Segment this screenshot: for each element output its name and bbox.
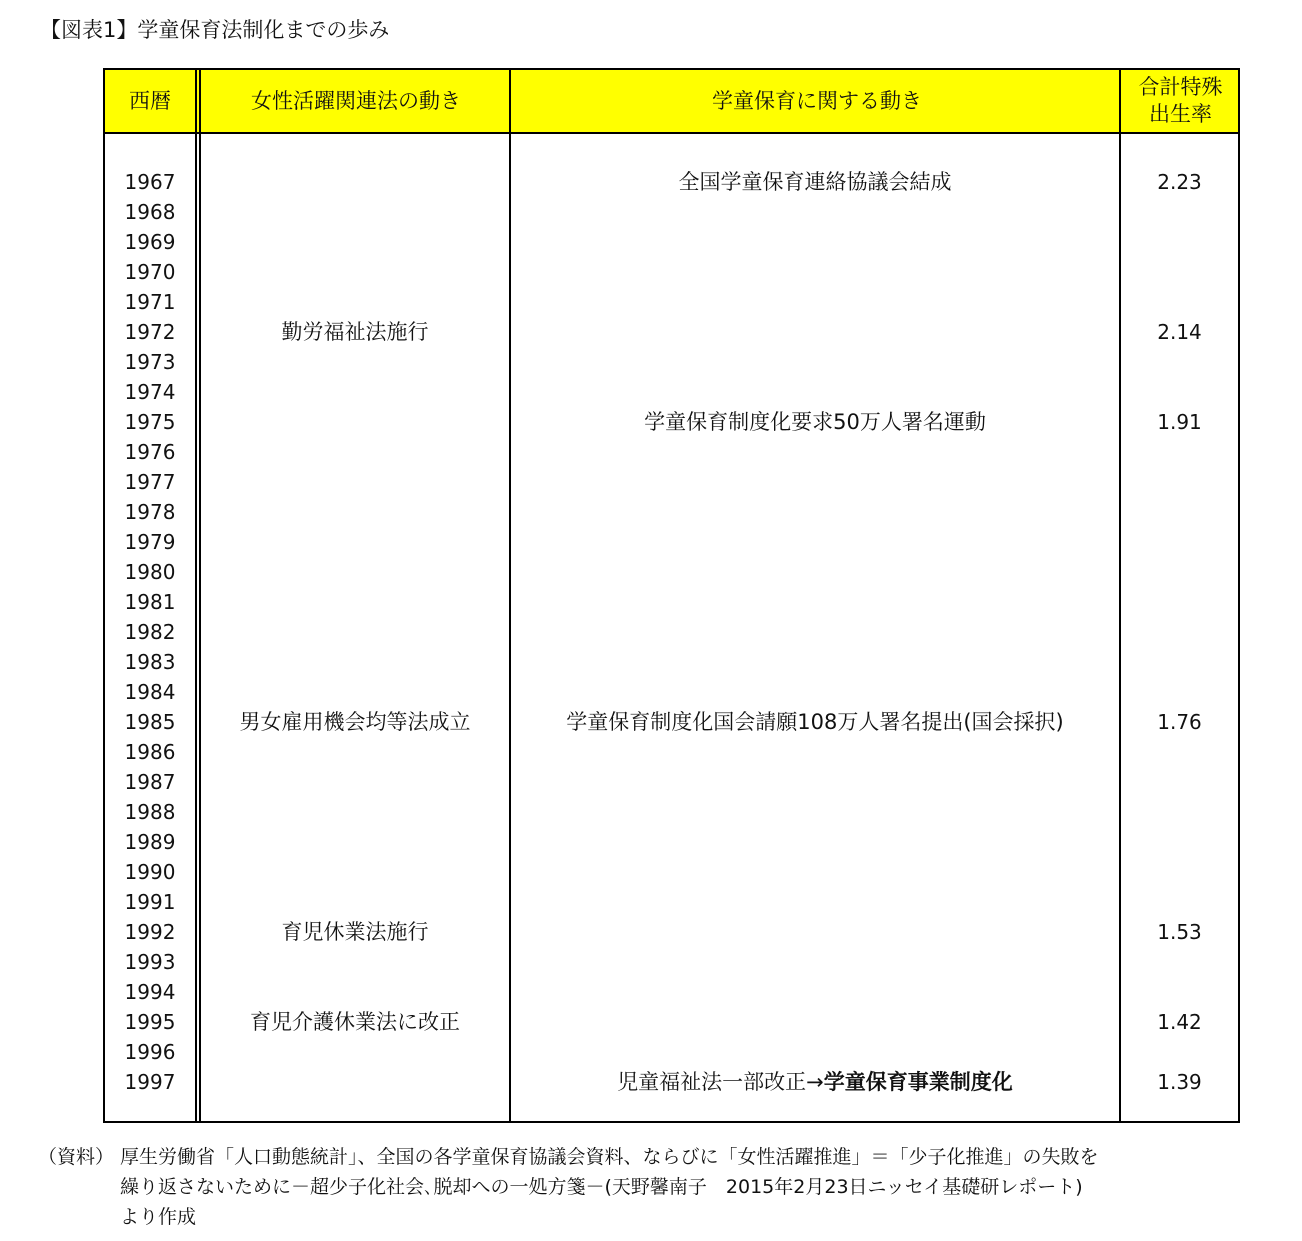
women-law-event: 育児休業法施行 (281, 920, 429, 944)
year-cell: 1984 (124, 680, 176, 704)
year-cell: 1971 (124, 290, 176, 314)
tfr-value: 2.14 (1157, 320, 1202, 344)
tfr-value: 1.91 (1157, 410, 1202, 434)
column-divider-double (195, 70, 201, 1121)
gakudo-event: 学童保育制度化国会請願108万人署名提出(国会採択) (566, 710, 1064, 734)
year-cell: 1972 (124, 320, 176, 344)
source-label: （資料） (38, 1146, 115, 1168)
header-tfr-line2: 出生率 (1149, 102, 1212, 126)
column-divider (1119, 70, 1121, 1121)
tfr-value: 1.42 (1157, 1010, 1202, 1034)
year-cell: 1994 (124, 980, 176, 1004)
source-line: 厚生労働省「人口動態統計」、全国の各学童保育協議会資料、ならびに「女性活躍推進」＝「少子化推進」の失敗を (120, 1146, 1099, 1168)
year-cell: 1977 (124, 470, 176, 494)
table-header (105, 70, 1238, 134)
year-cell: 1981 (124, 590, 176, 614)
header-gakudo: 学童保育に関する動き (712, 88, 922, 113)
year-cell: 1992 (124, 920, 176, 944)
women-law-event: 勤労福祉法施行 (281, 320, 429, 344)
year-cell: 1996 (124, 1040, 176, 1064)
source-line: 繰り返さないために－超少子化社会､脱却への一処方箋－(天野馨南子 2015年2月23日ニッセイ基礎研レポート) (120, 1176, 1083, 1198)
women-law-event: 男女雇用機会均等法成立 (239, 710, 471, 734)
year-cell: 1967 (124, 170, 176, 194)
year-cell: 1993 (124, 950, 176, 974)
year-cell: 1983 (124, 650, 176, 674)
tfr-value: 1.53 (1157, 920, 1202, 944)
header-women-laws: 女性活躍関連法の動き (251, 88, 461, 113)
year-cell: 1979 (124, 530, 176, 554)
gakudo-event-highlight: 学童保育事業制度化 (823, 1070, 1013, 1094)
year-cell: 1997 (124, 1070, 176, 1094)
year-cell: 1969 (124, 230, 176, 254)
tfr-value: 2.23 (1157, 170, 1202, 194)
year-cell: 1975 (124, 410, 176, 434)
year-cell: 1974 (124, 380, 176, 404)
source-line: より作成 (120, 1206, 197, 1228)
year-cell: 1987 (124, 770, 176, 794)
year-cell: 1982 (124, 620, 176, 644)
figure-title: 【図表1】学童保育法制化までの歩み (40, 18, 390, 42)
year-cell: 1991 (124, 890, 176, 914)
header-year: 西暦 (129, 88, 171, 113)
header-tfr (1123, 70, 1238, 132)
gakudo-event: 全国学童保育連絡協議会結成 (678, 170, 952, 194)
tfr-value: 1.39 (1157, 1070, 1202, 1094)
year-cell: 1968 (124, 200, 176, 224)
column-divider (509, 70, 511, 1121)
history-table (103, 68, 1240, 1123)
year-cell: 1978 (124, 500, 176, 524)
year-cell: 1973 (124, 350, 176, 374)
year-cell: 1989 (124, 830, 176, 854)
gakudo-event: 学童保育制度化要求50万人署名運動 (644, 410, 986, 434)
header-tfr-line1: 合計特殊 (1138, 75, 1223, 99)
tfr-value: 1.76 (1157, 710, 1202, 734)
year-cell: 1980 (124, 560, 176, 584)
year-cell: 1995 (124, 1010, 176, 1034)
gakudo-event-prefix: 児童福祉法一部改正→ (617, 1070, 824, 1094)
women-law-event: 育児介護休業法に改正 (250, 1010, 460, 1034)
year-cell: 1986 (124, 740, 176, 764)
year-cell: 1990 (124, 860, 176, 884)
year-cell: 1988 (124, 800, 176, 824)
year-cell: 1970 (124, 260, 176, 284)
gakudo-event (511, 1067, 1119, 1097)
year-cell: 1985 (124, 710, 176, 734)
year-cell: 1976 (124, 440, 176, 464)
